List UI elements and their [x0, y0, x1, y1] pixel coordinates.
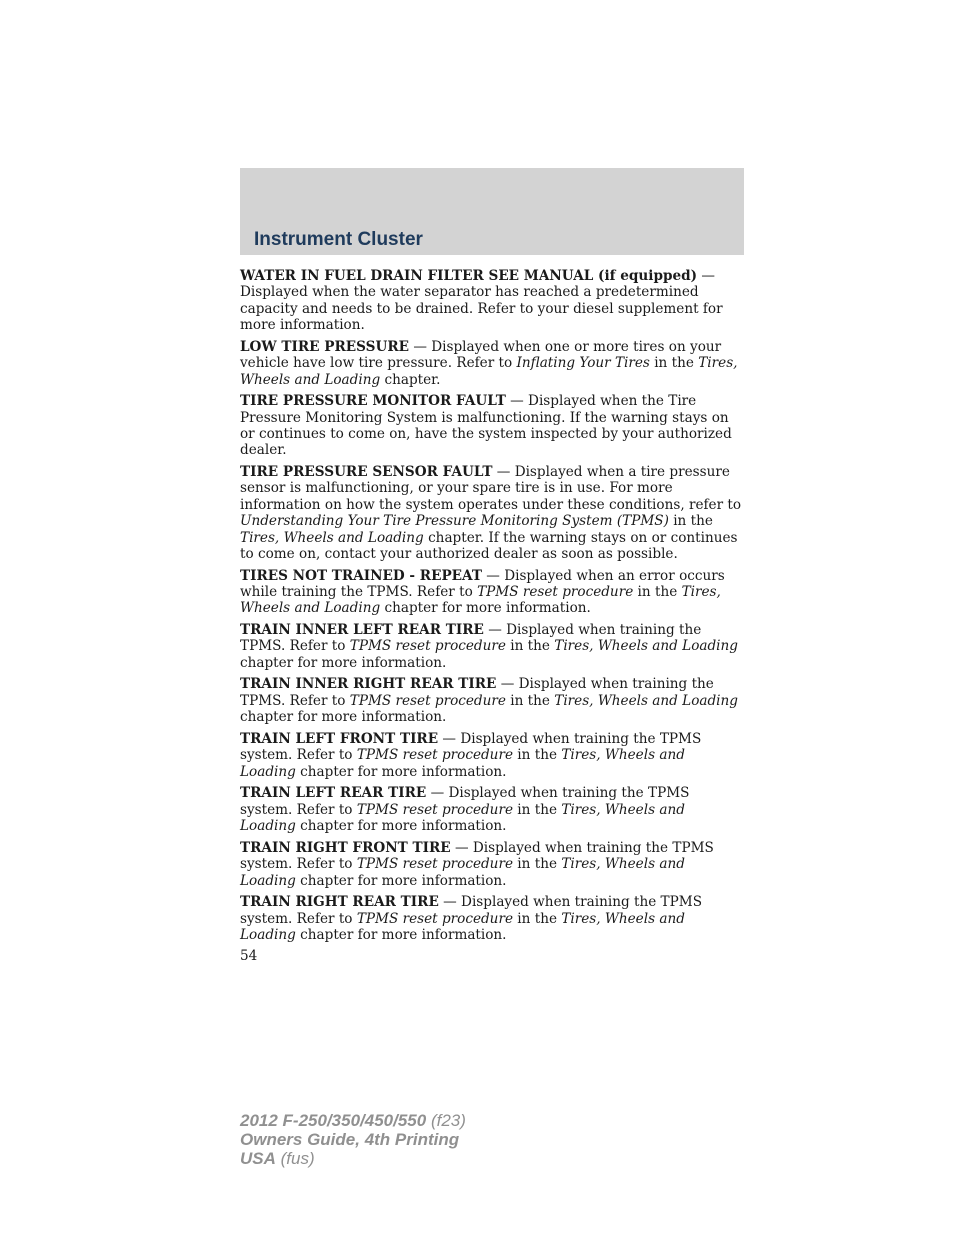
cross-reference: TPMS reset procedure — [356, 856, 513, 873]
chapter-reference: Tires, Wheels and Loading — [240, 856, 685, 889]
cross-reference: TPMS reset procedure — [349, 638, 506, 655]
message-text: — Displayed when one or more tires on your vehicle have low tire pressure. Refer to — [240, 338, 722, 372]
cross-reference: Understanding Your Tire Pressure Monitoring System (TPMS) — [240, 513, 669, 530]
cross-reference: TPMS reset procedure — [356, 801, 513, 818]
message-text: chapter for more information. — [295, 926, 507, 943]
message-term: TIRE PRESSURE MONITOR FAULT — [240, 393, 506, 410]
message-entry-train-right-front — [240, 840, 744, 889]
section-header-band — [240, 168, 744, 255]
message-term: TIRE PRESSURE SENSOR FAULT — [240, 464, 493, 481]
message-entry-tire-pressure-sensor-fault — [240, 464, 744, 562]
message-term: TRAIN INNER RIGHT REAR TIRE — [240, 676, 497, 693]
message-text: chapter for more information. — [240, 709, 447, 726]
message-term: TRAIN LEFT FRONT TIRE — [240, 730, 439, 747]
message-entry-train-inner-right-rear — [240, 676, 744, 725]
chapter-reference: Tires, Wheels and Loading — [240, 747, 685, 780]
message-text: — Displayed when training the TPMS system. Refer to — [240, 894, 703, 927]
chapter-reference: Tires, Wheels and Loading — [240, 529, 424, 546]
message-text: chapter. — [380, 371, 441, 388]
footer-model-code: (f23) — [426, 1111, 466, 1130]
section-title: Instrument Cluster — [254, 229, 423, 250]
cross-reference: Inflating Your Tires — [516, 355, 650, 372]
message-text: — Displayed when training the TPMS system. Refer to — [240, 839, 714, 873]
message-text: chapter for more information. — [295, 872, 507, 889]
footer-market-line — [240, 1149, 466, 1168]
message-entry-tire-pressure-monitor-fault — [240, 393, 744, 459]
message-entry-low-tire-pressure — [240, 339, 744, 388]
message-text: in the — [649, 355, 699, 372]
message-text: in the — [512, 801, 562, 818]
footer-market: USA — [240, 1149, 276, 1168]
cross-reference: TPMS reset procedure — [356, 747, 513, 764]
chapter-reference: Tires, Wheels and Loading — [554, 692, 738, 709]
message-entry-train-inner-left-rear — [240, 622, 744, 671]
message-text: — Displayed when a tire pressure sensor is malfunctioning, or your spare tire is in use. For more information on how the system operates under these conditions, refer to — [240, 464, 742, 513]
cross-reference: TPMS reset procedure — [356, 910, 513, 927]
message-text: in the — [512, 747, 562, 764]
message-term: TRAIN INNER LEFT REAR TIRE — [240, 622, 484, 639]
message-text: in the — [512, 856, 562, 873]
chapter-reference: Tires, Wheels and Loading — [240, 910, 685, 943]
message-text: — Displayed when the Tire Pressure Monitoring System is malfunctioning. If the warning stays on or continues to come on, have the system inspected by your authorized dealer. — [240, 393, 732, 459]
cross-reference: TPMS reset procedure — [349, 692, 506, 709]
message-term: TRAIN LEFT REAR TIRE — [240, 785, 427, 802]
footer-edition: Owners Guide, 4th Printing — [240, 1130, 460, 1149]
message-entry-tires-not-trained — [240, 568, 744, 617]
message-entry-water-in-fuel — [240, 268, 744, 334]
message-text: chapter. If the warning stays on or continues to come on, contact your authorized dealer as soon as possible. — [240, 529, 738, 563]
message-text: — Displayed when the water separator has reached a predetermined capacity and needs to be drained. Refer to your diesel supplement for more information. — [240, 268, 723, 334]
message-text: chapter for more information. — [380, 600, 591, 617]
message-text: in the — [512, 910, 562, 927]
message-list — [240, 268, 744, 964]
chapter-reference: Tires, Wheels and Loading — [240, 584, 721, 617]
message-text: — Displayed when training the TPMS. Refer to — [240, 622, 702, 655]
footer-market-code: (fus) — [275, 1149, 315, 1168]
chapter-reference: Tires, Wheels and Loading — [240, 801, 685, 835]
cross-reference: TPMS reset procedure — [477, 584, 634, 601]
message-text: — Displayed when an error occurs while training the TPMS. Refer to — [240, 567, 725, 601]
message-text: in the — [633, 584, 682, 601]
message-entry-train-left-front — [240, 731, 744, 780]
message-term: TIRES NOT TRAINED - REPEAT — [240, 567, 482, 584]
message-text: in the — [505, 692, 555, 709]
message-entry-train-right-rear — [240, 894, 744, 943]
footer-model-line — [240, 1111, 466, 1130]
message-term: LOW TIRE PRESSURE — [240, 338, 409, 355]
message-text: in the — [505, 638, 555, 655]
message-text: — Displayed when training the TPMS system. Refer to — [240, 785, 690, 818]
page-number: 54 — [240, 947, 258, 964]
message-text: — Displayed when training the TPMS. Refer to — [240, 676, 714, 709]
message-term: WATER IN FUEL DRAIN FILTER SEE MANUAL (if equipped) — [240, 268, 698, 284]
chapter-reference: Tires, Wheels and Loading — [240, 355, 738, 388]
message-term: TRAIN RIGHT REAR TIRE — [240, 894, 439, 911]
message-text: chapter for more information. — [295, 818, 507, 835]
message-text: in the — [668, 513, 713, 530]
document-footer — [240, 1111, 466, 1168]
message-text: — Displayed when training the TPMS system. Refer to — [240, 730, 702, 764]
message-entry-train-left-rear — [240, 785, 744, 834]
chapter-reference: Tires, Wheels and Loading — [554, 638, 738, 655]
message-text: chapter for more information. — [295, 763, 507, 780]
message-term: TRAIN RIGHT FRONT TIRE — [240, 839, 451, 856]
footer-model: 2012 F-250/350/450/550 — [240, 1111, 427, 1130]
message-text: chapter for more information. — [240, 654, 447, 671]
